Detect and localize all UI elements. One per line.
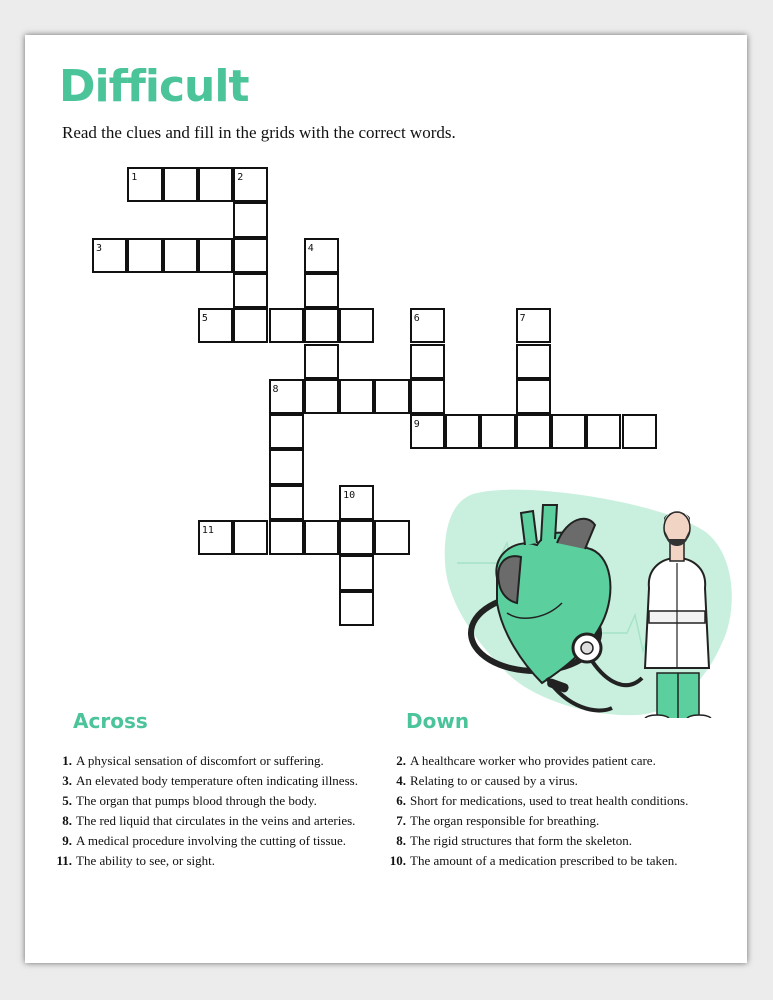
- instructions: Read the clues and fill in the grids with the correct words.: [62, 123, 456, 142]
- crossword-cell[interactable]: [304, 379, 339, 414]
- clue-number: 11: [201, 525, 214, 536]
- clue-text: The organ responsible for breathing.: [410, 813, 600, 828]
- crossword-cell[interactable]: [586, 414, 621, 449]
- clue-text: The ability to see, or sight.: [76, 853, 216, 868]
- crossword-cell[interactable]: [339, 379, 374, 414]
- clue-number: 9.: [62, 833, 72, 848]
- clue-number: 2.: [396, 753, 406, 768]
- clue-number: 7.: [396, 813, 406, 828]
- crossword-cell[interactable]: [269, 308, 304, 343]
- clue-text: Short for medications, used to treat health conditions.: [410, 793, 689, 808]
- page-title: Difficult: [59, 61, 249, 112]
- clue-number: 6: [413, 313, 420, 325]
- crossword-cell[interactable]: [269, 449, 304, 484]
- clue-text: A healthcare worker who provides patient care.: [410, 753, 656, 768]
- crossword-cell[interactable]: [374, 379, 409, 414]
- crossword-cell[interactable]: [410, 344, 445, 379]
- crossword-cell[interactable]: [163, 238, 198, 273]
- across-heading: Across: [73, 709, 148, 733]
- clue-item: [53, 813, 373, 829]
- crossword-cell[interactable]: [374, 520, 409, 555]
- crossword-cell[interactable]: [269, 414, 304, 449]
- crossword-cell[interactable]: [304, 308, 339, 343]
- clue-number: 3.: [62, 773, 72, 788]
- crossword-cell[interactable]: [198, 238, 233, 273]
- crossword-cell[interactable]: [516, 308, 551, 343]
- clue-item: [53, 773, 373, 789]
- crossword-cell[interactable]: [304, 344, 339, 379]
- crossword-cell[interactable]: [233, 520, 268, 555]
- clue-number: 6.: [396, 793, 406, 808]
- crossword-cell[interactable]: [516, 414, 551, 449]
- clue-text: The rigid structures that form the skeleton.: [410, 833, 633, 848]
- clue-number: 4: [307, 242, 314, 254]
- crossword-cell[interactable]: [269, 379, 304, 414]
- crossword-cell[interactable]: [410, 379, 445, 414]
- clue-number: 1: [131, 172, 138, 183]
- crossword-cell[interactable]: [198, 308, 233, 343]
- clue-number: 8.: [396, 833, 406, 848]
- clue-text: The amount of a medication prescribed to be taken.: [410, 853, 678, 868]
- worksheet-page: [25, 35, 747, 963]
- down-heading: Down: [406, 709, 470, 733]
- clue-item: [53, 753, 373, 769]
- crossword-cell[interactable]: [233, 202, 268, 237]
- crossword-cell[interactable]: [304, 273, 339, 308]
- crossword-cell[interactable]: [551, 414, 586, 449]
- clue-item: [387, 773, 697, 789]
- crossword-cell[interactable]: [445, 414, 480, 449]
- crossword-cell[interactable]: [198, 520, 233, 555]
- clue-text: Relating to or caused by a virus.: [410, 773, 578, 788]
- crossword-cell[interactable]: [198, 167, 233, 202]
- crossword-cell[interactable]: [516, 379, 551, 414]
- crossword-cell[interactable]: [233, 167, 268, 202]
- crossword-cell[interactable]: [339, 591, 374, 626]
- clue-item: [53, 853, 373, 869]
- crossword-cell[interactable]: [304, 520, 339, 555]
- down-clue-list: [387, 753, 697, 873]
- crossword-cell[interactable]: [622, 414, 657, 449]
- crossword-cell[interactable]: [516, 344, 551, 379]
- clue-number: 11.: [56, 853, 72, 868]
- clue-number: 8: [272, 383, 279, 395]
- clue-item: [387, 853, 697, 869]
- clue-text: A physical sensation of discomfort or suffering.: [76, 753, 324, 768]
- clue-item: [387, 753, 697, 769]
- clue-number: 10: [343, 489, 356, 501]
- crossword-cell[interactable]: [480, 414, 515, 449]
- crossword-cell[interactable]: [410, 414, 445, 449]
- clue-number: 5.: [62, 793, 72, 808]
- clue-item: [53, 793, 373, 809]
- clue-number: 10.: [389, 853, 406, 868]
- clue-text: The organ that pumps blood through the body.: [76, 793, 317, 808]
- doctor-heart-stethoscope-illustration-icon: [437, 483, 737, 718]
- clue-number: 7: [519, 313, 526, 325]
- crossword-cell[interactable]: [269, 485, 304, 520]
- clue-number: 8.: [62, 813, 72, 828]
- crossword-cell[interactable]: [163, 167, 198, 202]
- crossword-cell[interactable]: [410, 308, 445, 343]
- crossword-cell[interactable]: [304, 238, 339, 273]
- clue-number: 1.: [62, 753, 72, 768]
- crossword-cell[interactable]: [127, 238, 162, 273]
- clue-text: A medical procedure involving the cutting of tissue.: [76, 833, 347, 848]
- clue-number: 2: [237, 172, 244, 183]
- clue-item: [53, 833, 373, 849]
- crossword-cell[interactable]: [92, 238, 127, 273]
- crossword-cell[interactable]: [233, 273, 268, 308]
- across-clue-list: [53, 753, 373, 873]
- crossword-cell[interactable]: [233, 308, 268, 343]
- clue-number: 5: [201, 313, 208, 325]
- clue-item: [387, 813, 697, 829]
- crossword-cell[interactable]: [339, 308, 374, 343]
- crossword-cell[interactable]: [339, 485, 374, 520]
- clue-number: 3: [96, 242, 103, 254]
- clue-number: 9: [413, 419, 420, 431]
- crossword-cell[interactable]: [269, 520, 304, 555]
- clue-text: The red liquid that circulates in the veins and arteries.: [76, 813, 356, 828]
- clue-item: [387, 793, 697, 809]
- clue-text: An elevated body temperature often indicating illness.: [76, 773, 358, 788]
- crossword-cell[interactable]: [233, 238, 268, 273]
- crossword-cell[interactable]: [339, 520, 374, 555]
- crossword-cell[interactable]: [339, 555, 374, 590]
- clue-item: [387, 833, 697, 849]
- crossword-cell[interactable]: [127, 167, 162, 202]
- clue-number: 4.: [396, 773, 406, 788]
